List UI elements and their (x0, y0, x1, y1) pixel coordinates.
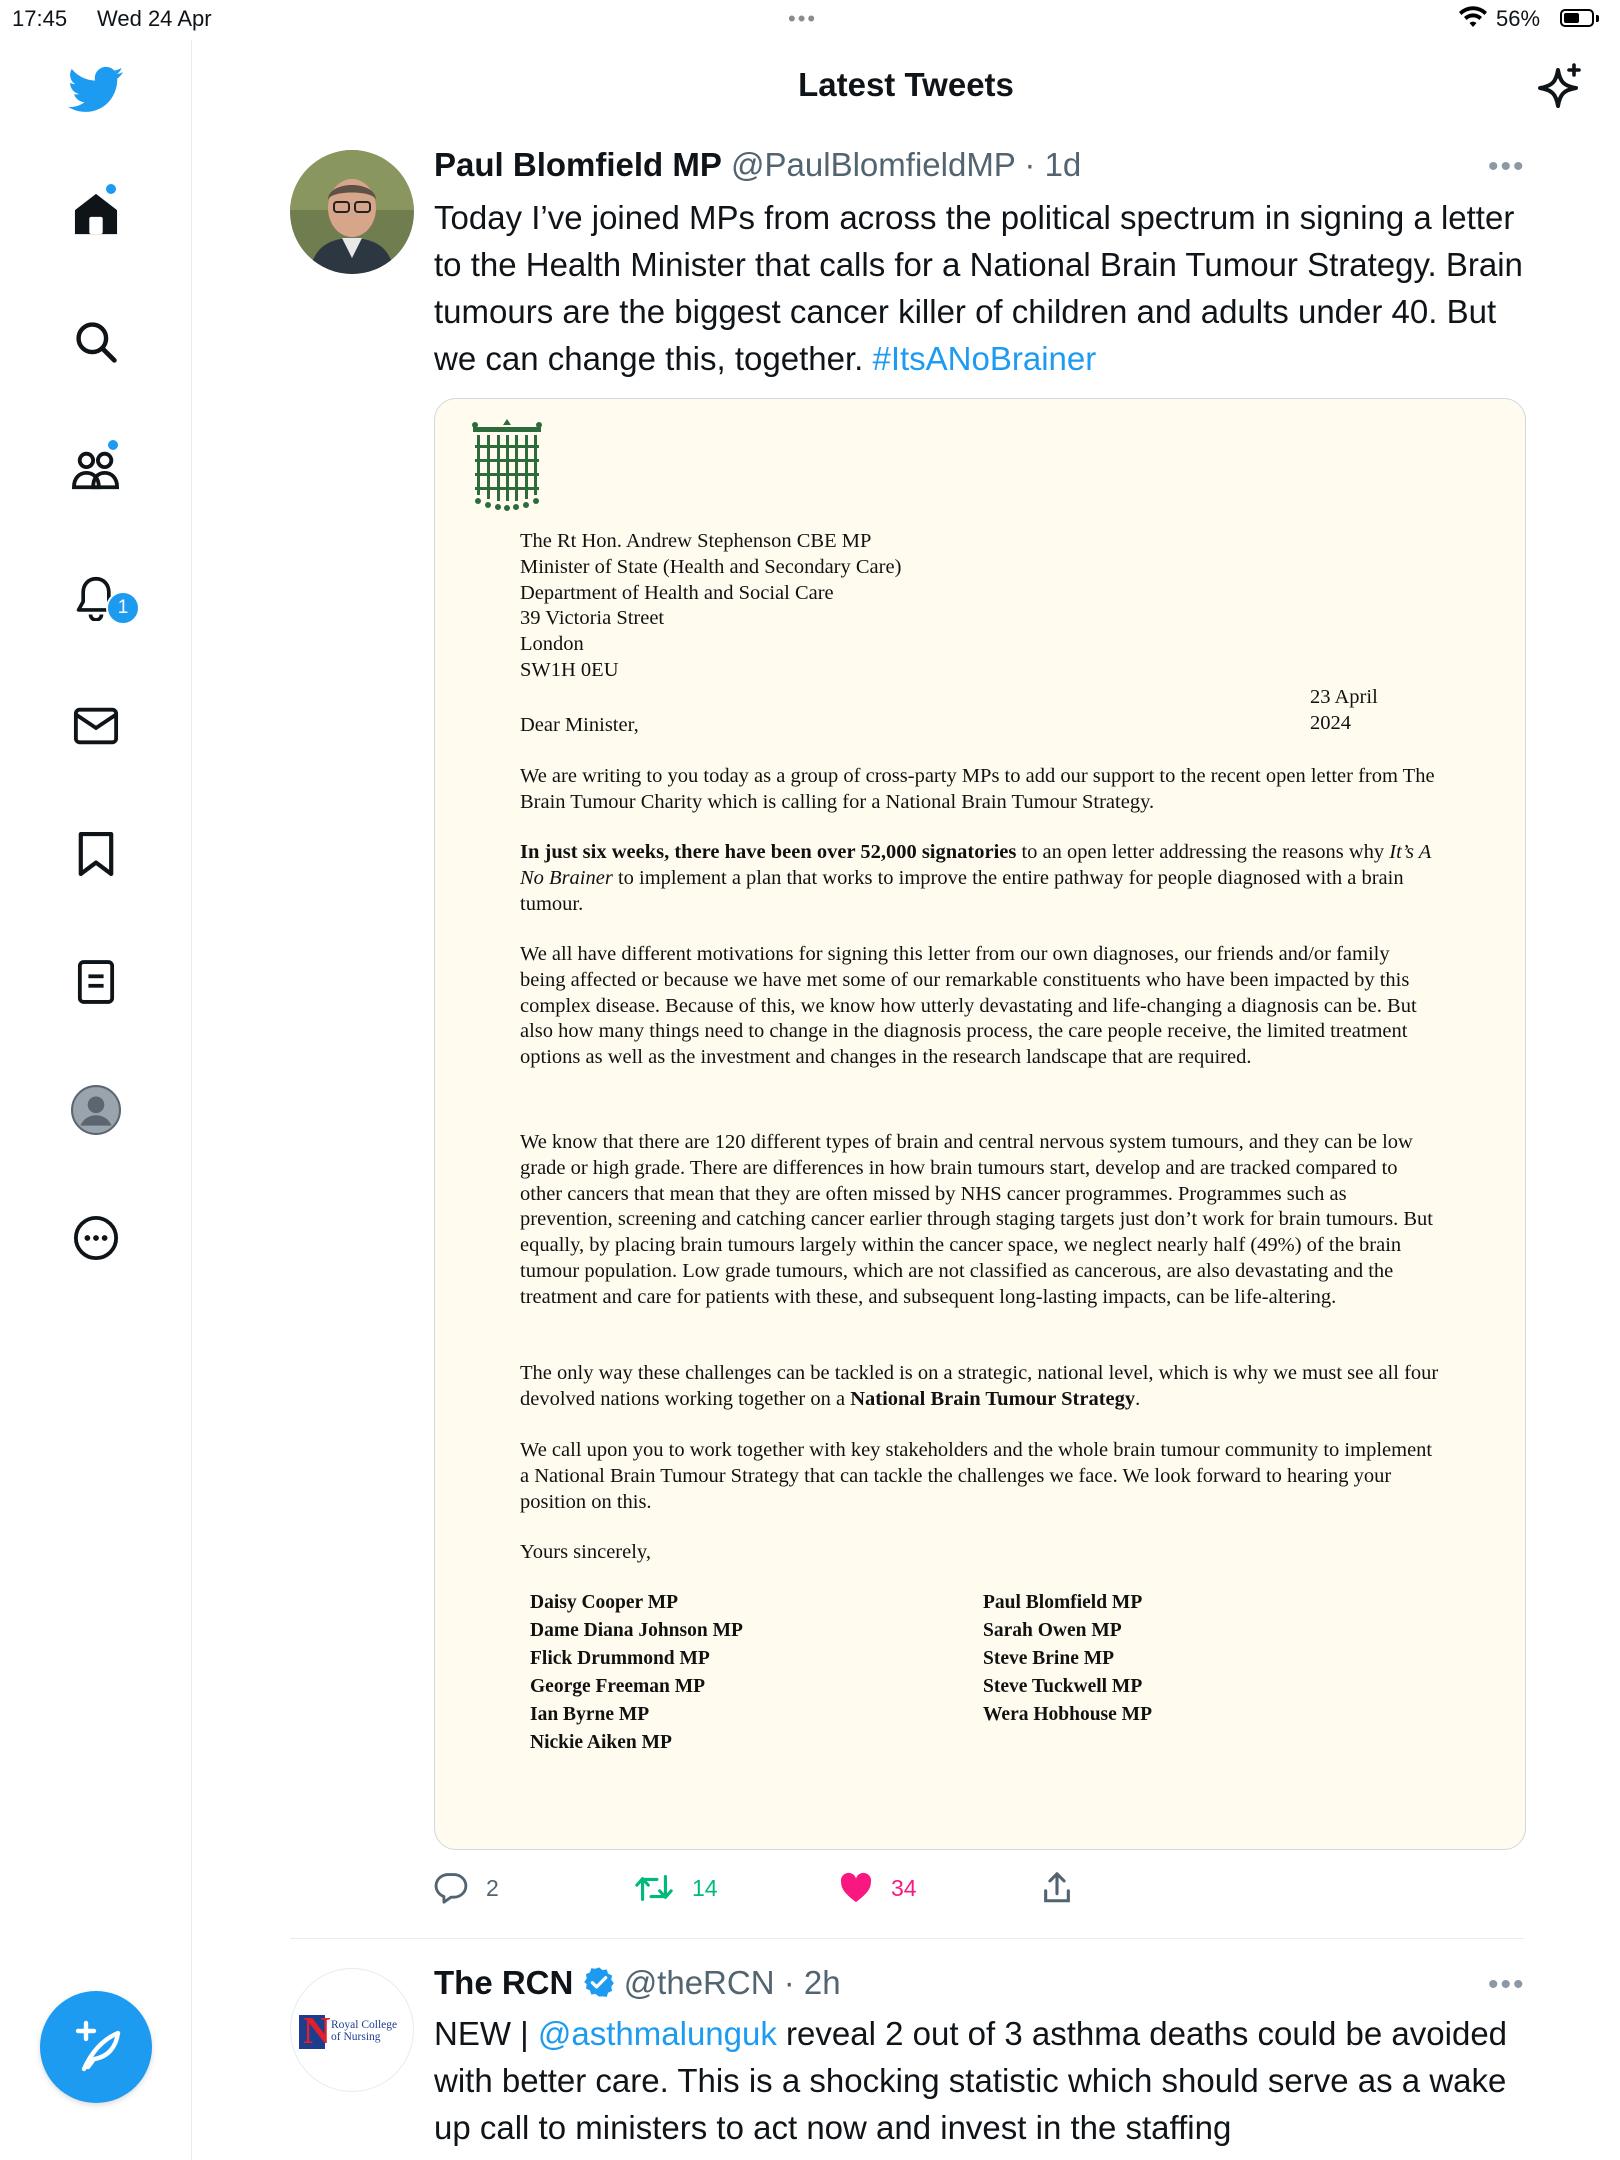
tweet-more-icon[interactable]: ••• (1488, 1968, 1526, 2001)
mention-link[interactable]: @asthmalunguk (537, 2015, 777, 2052)
reply-button[interactable] (434, 1868, 499, 1908)
signatory: Paul Blomfield MP (983, 1592, 1143, 1613)
letter-salutation: Dear Minister, (520, 714, 639, 736)
letter-paragraph: We all have different motivations for signing this letter from our own diagnoses, our friends and/or family being affected or because we have met some of our remarkable constituents who have been impacted by this complex disease. Because of this, we know how utterly devastating and life-changing a diagnosis can be. But also how many things need to change in the diagnosis process, the care people receive, the limited treatment options as well as the investment and changes in the research landscape that are required. (520, 943, 1417, 1069)
letter-text: The only way these challenges can be tackled is on a strategic, national level, which is why we must see all four devolved nations working together on a (520, 1362, 1439, 1410)
hashtag-link[interactable]: #ItsANoBrainer (872, 340, 1097, 377)
communities-unread-dot (108, 440, 118, 450)
address-line: Department of Health and Social Care (520, 581, 834, 604)
tweet-header (434, 146, 1081, 184)
reply-icon (434, 1872, 468, 1904)
profile-icon[interactable] (66, 1080, 126, 1140)
tweet-divider (290, 1938, 1524, 1939)
letter-bold-text: In just six weeks, there have been over 52,000 signatories (520, 841, 1017, 863)
signatory: Ian Byrne MP (530, 1704, 650, 1725)
signatory: Nickie Aiken MP (530, 1732, 672, 1753)
address-line: London (520, 633, 584, 656)
letter-paragraph: We know that there are 120 different types of brain and central nervous system tumours, and they can be low grade or high grade. There are differences in how brain tumours start, develop and are tracked compared to other cancers that mean that they are often missed by NHS cancer programmes. Programmes such as prevention, screening and catching cancer earlier through staging targets just don’t work for brain tumours. But equally, by placing brain tumours largely within the cancer space, we neglect nearly half (49%) of the brain tumour population. Low grade tumours, which are not classified as cancerous, are also devastating and the treatment and care for patients with these, and subsequent long-lasting impacts, can be life-altering. (520, 1131, 1433, 1308)
tweet-body: NEW | (434, 2015, 538, 2052)
letter-paragraph (520, 840, 1440, 917)
like-button[interactable] (839, 1868, 917, 1908)
battery-percent: 56% (1496, 6, 1541, 31)
letter-italic-text: It’s A No Brainer (520, 841, 1431, 889)
letter-paragraph: We call upon you to work together with key stakeholders and the whole brain tumour community to implement a National Brain Tumour Strategy that can tackle the challenges we face. We look forward to hearing your position on this. (520, 1439, 1433, 1513)
more-icon[interactable] (66, 1208, 126, 1268)
letter-bold-text: National Brain Tumour Strategy (850, 1387, 1136, 1410)
retweet-count: 14 (692, 1874, 718, 1901)
tweet-more-icon[interactable]: ••• (1488, 150, 1526, 183)
compose-feather-icon (68, 2019, 124, 2075)
battery-nub (1596, 15, 1599, 22)
signatory: Dame Diana Johnson MP (530, 1620, 743, 1641)
tweet-image[interactable] (434, 398, 1526, 1850)
tweet-header (434, 1964, 841, 2002)
notifications-badge: 1 (106, 591, 140, 625)
sidebar (0, 40, 192, 2160)
rcn-logo-mark: N (303, 2010, 331, 2052)
signatory: Steve Tuckwell MP (983, 1676, 1143, 1697)
like-count: 34 (891, 1874, 917, 1901)
share-icon (1042, 1871, 1072, 1905)
signatories-left (530, 1589, 743, 1757)
tweet-text (434, 2010, 1534, 2151)
multitasking-dots-icon[interactable]: ••• (788, 6, 818, 31)
wifi-icon (1458, 6, 1488, 36)
verified-badge-icon (583, 1966, 615, 1998)
author-name[interactable]: The RCN (434, 1964, 574, 2001)
signatory: Flick Drummond MP (530, 1648, 710, 1669)
letter-text: to implement a plan that works to improve the entire pathway for people diagnosed with a brain tumour. (520, 866, 1404, 915)
tweet-text (434, 194, 1534, 382)
avatar[interactable] (290, 150, 414, 274)
signatory: Daisy Cooper MP (530, 1592, 679, 1613)
battery-level (1564, 13, 1579, 23)
signatory: Sarah Owen MP (983, 1620, 1122, 1641)
page-title: Latest Tweets (798, 66, 1014, 103)
retweet-button[interactable] (634, 1868, 718, 1908)
home-icon[interactable] (66, 184, 126, 244)
author-handle[interactable]: @theRCN (623, 1964, 775, 2001)
author-name[interactable]: Paul Blomfield MP (434, 146, 722, 183)
portcullis-logo-icon (465, 417, 549, 513)
communities-icon[interactable] (66, 440, 126, 500)
signatory: George Freeman MP (530, 1676, 706, 1697)
signatory: Steve Brine MP (983, 1648, 1115, 1669)
compose-tweet-button[interactable] (40, 1991, 152, 2103)
letter-closing: Yours sincerely, (520, 1541, 651, 1563)
tweet-body: reveal 2 out of 3 asthma deaths could be avoided with better care. This is a shocking statistic which should serve as a wake up call to ministers to act now and invest in the staffing (434, 2015, 1508, 2146)
address-line: Minister of State (Health and Secondary Care) (520, 555, 902, 578)
signatory: Wera Hobhouse MP (983, 1704, 1152, 1725)
tweet-time: · 1d (1024, 146, 1082, 183)
search-icon[interactable] (66, 312, 126, 372)
messages-icon[interactable] (66, 696, 126, 756)
address-line: SW1H 0EU (520, 658, 619, 681)
signatories-right (983, 1589, 1152, 1729)
author-handle[interactable]: @PaulBlomfieldMP (731, 146, 1016, 183)
status-time: 17:45 (12, 6, 68, 31)
bookmarks-icon[interactable] (66, 824, 126, 884)
retweet-icon (634, 1873, 674, 1903)
tweet-body: Today I’ve joined MPs from across the political spectrum in signing a letter to the Health Minister that calls for a National Brain Tumour Strategy. Brain tumours are the biggest cancer killer of children and adults under 40. But we can change this, together. (434, 199, 1523, 377)
home-unread-dot (106, 184, 116, 194)
status-bar (0, 0, 1620, 40)
letter-paragraph (520, 1361, 1440, 1413)
avatar[interactable] (290, 1968, 414, 2092)
heart-filled-icon (839, 1872, 873, 1904)
address-line: 39 Victoria Street (520, 607, 665, 630)
lists-icon[interactable] (66, 952, 126, 1012)
top-tweets-sparkle-icon[interactable] (1532, 62, 1584, 114)
letter-paragraph: We are writing to you today as a group of cross-party MPs to add our support to the recent open letter from The Brain Tumour Charity which is calling for a National Brain Tumour Strategy. (520, 765, 1435, 813)
status-date: Wed 24 Apr (97, 6, 212, 31)
letter-date: 23 April 2024 (1310, 686, 1378, 734)
letter-text: . (1135, 1387, 1141, 1410)
reply-count: 2 (486, 1874, 499, 1901)
tweet-time: · 2h (783, 1964, 841, 2001)
address-line: The Rt Hon. Andrew Stephenson CBE MP (520, 530, 872, 552)
letter-text: to an open letter addressing the reasons why (1016, 841, 1390, 863)
letter-address (520, 529, 1440, 684)
twitter-logo-icon[interactable] (66, 60, 126, 120)
rcn-logo-text: Royal College of Nursing (331, 2019, 398, 2043)
share-button[interactable] (1042, 1868, 1090, 1908)
battery-icon (1560, 9, 1594, 27)
